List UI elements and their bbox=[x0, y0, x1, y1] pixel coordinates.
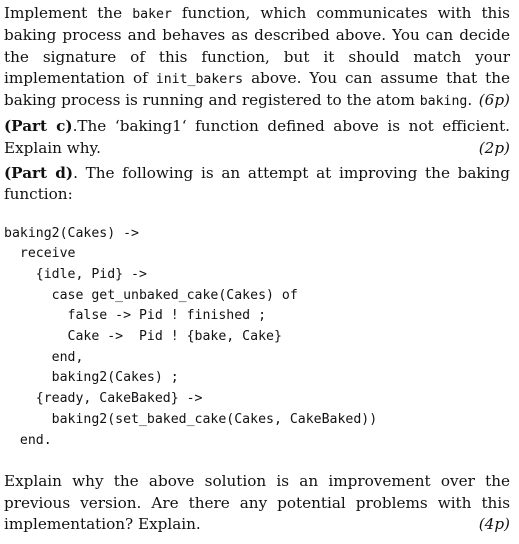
inline-code-init-bakers: init_bakers bbox=[155, 71, 244, 87]
points-label: (2p) bbox=[478, 138, 510, 157]
part-d-label-open: (Part bbox=[4, 164, 56, 183]
code-line: false -> Pid ! finished ; bbox=[4, 308, 267, 324]
part-d-label-close: ) bbox=[65, 164, 74, 183]
text: . The following is an attempt at improving the baking function: bbox=[4, 164, 510, 204]
code-line: baking2(Cakes) -> bbox=[4, 225, 139, 241]
code-line: {idle, Pid} -> bbox=[4, 267, 147, 283]
text: .The ‘baking1‘ function defined above is not efficient. Explain why. bbox=[4, 117, 510, 157]
code-block-baking2 bbox=[4, 224, 510, 452]
inline-code-baker: baker bbox=[132, 7, 172, 22]
code-line: baking2(set_baked_cake(Cakes, CakeBaked)) bbox=[4, 411, 378, 427]
code-line: end. bbox=[4, 432, 52, 448]
text: function, which communicates with this baking process and behaves as described above. You can decide the signature of this function, but it should match your implementation of bbox=[4, 4, 510, 87]
document-page bbox=[4, 3, 510, 535]
text: . bbox=[467, 91, 473, 110]
text: Explain why the above solution is an improvement over the previous version. Are there any potential problems with this implementation? Explain. bbox=[4, 472, 510, 533]
code-line: {ready, CakeBaked} -> bbox=[4, 391, 203, 407]
inline-code-baking: baking bbox=[419, 94, 468, 110]
points-label: (4p) bbox=[478, 514, 510, 533]
code-line: Cake -> Pid ! {bake, Cake} bbox=[4, 329, 282, 345]
text: Implement the bbox=[4, 4, 133, 22]
paragraph-part-d bbox=[4, 163, 510, 206]
code-line: end, bbox=[4, 349, 84, 365]
code-line: baking2(Cakes) ; bbox=[4, 370, 179, 386]
code-line: receive bbox=[4, 246, 76, 262]
text: above. You can assume that the baking process is running and registered to the atom bbox=[4, 68, 510, 110]
paragraph-baker-task bbox=[4, 3, 510, 112]
part-d-label-letter: d bbox=[55, 164, 66, 183]
code-line: case get_unbaked_cake(Cakes) of bbox=[4, 287, 298, 303]
paragraph-part-c bbox=[4, 116, 510, 159]
paragraph-explain bbox=[4, 471, 510, 535]
part-c-label: (Part c) bbox=[4, 117, 73, 136]
points-label: (6p) bbox=[478, 91, 510, 110]
